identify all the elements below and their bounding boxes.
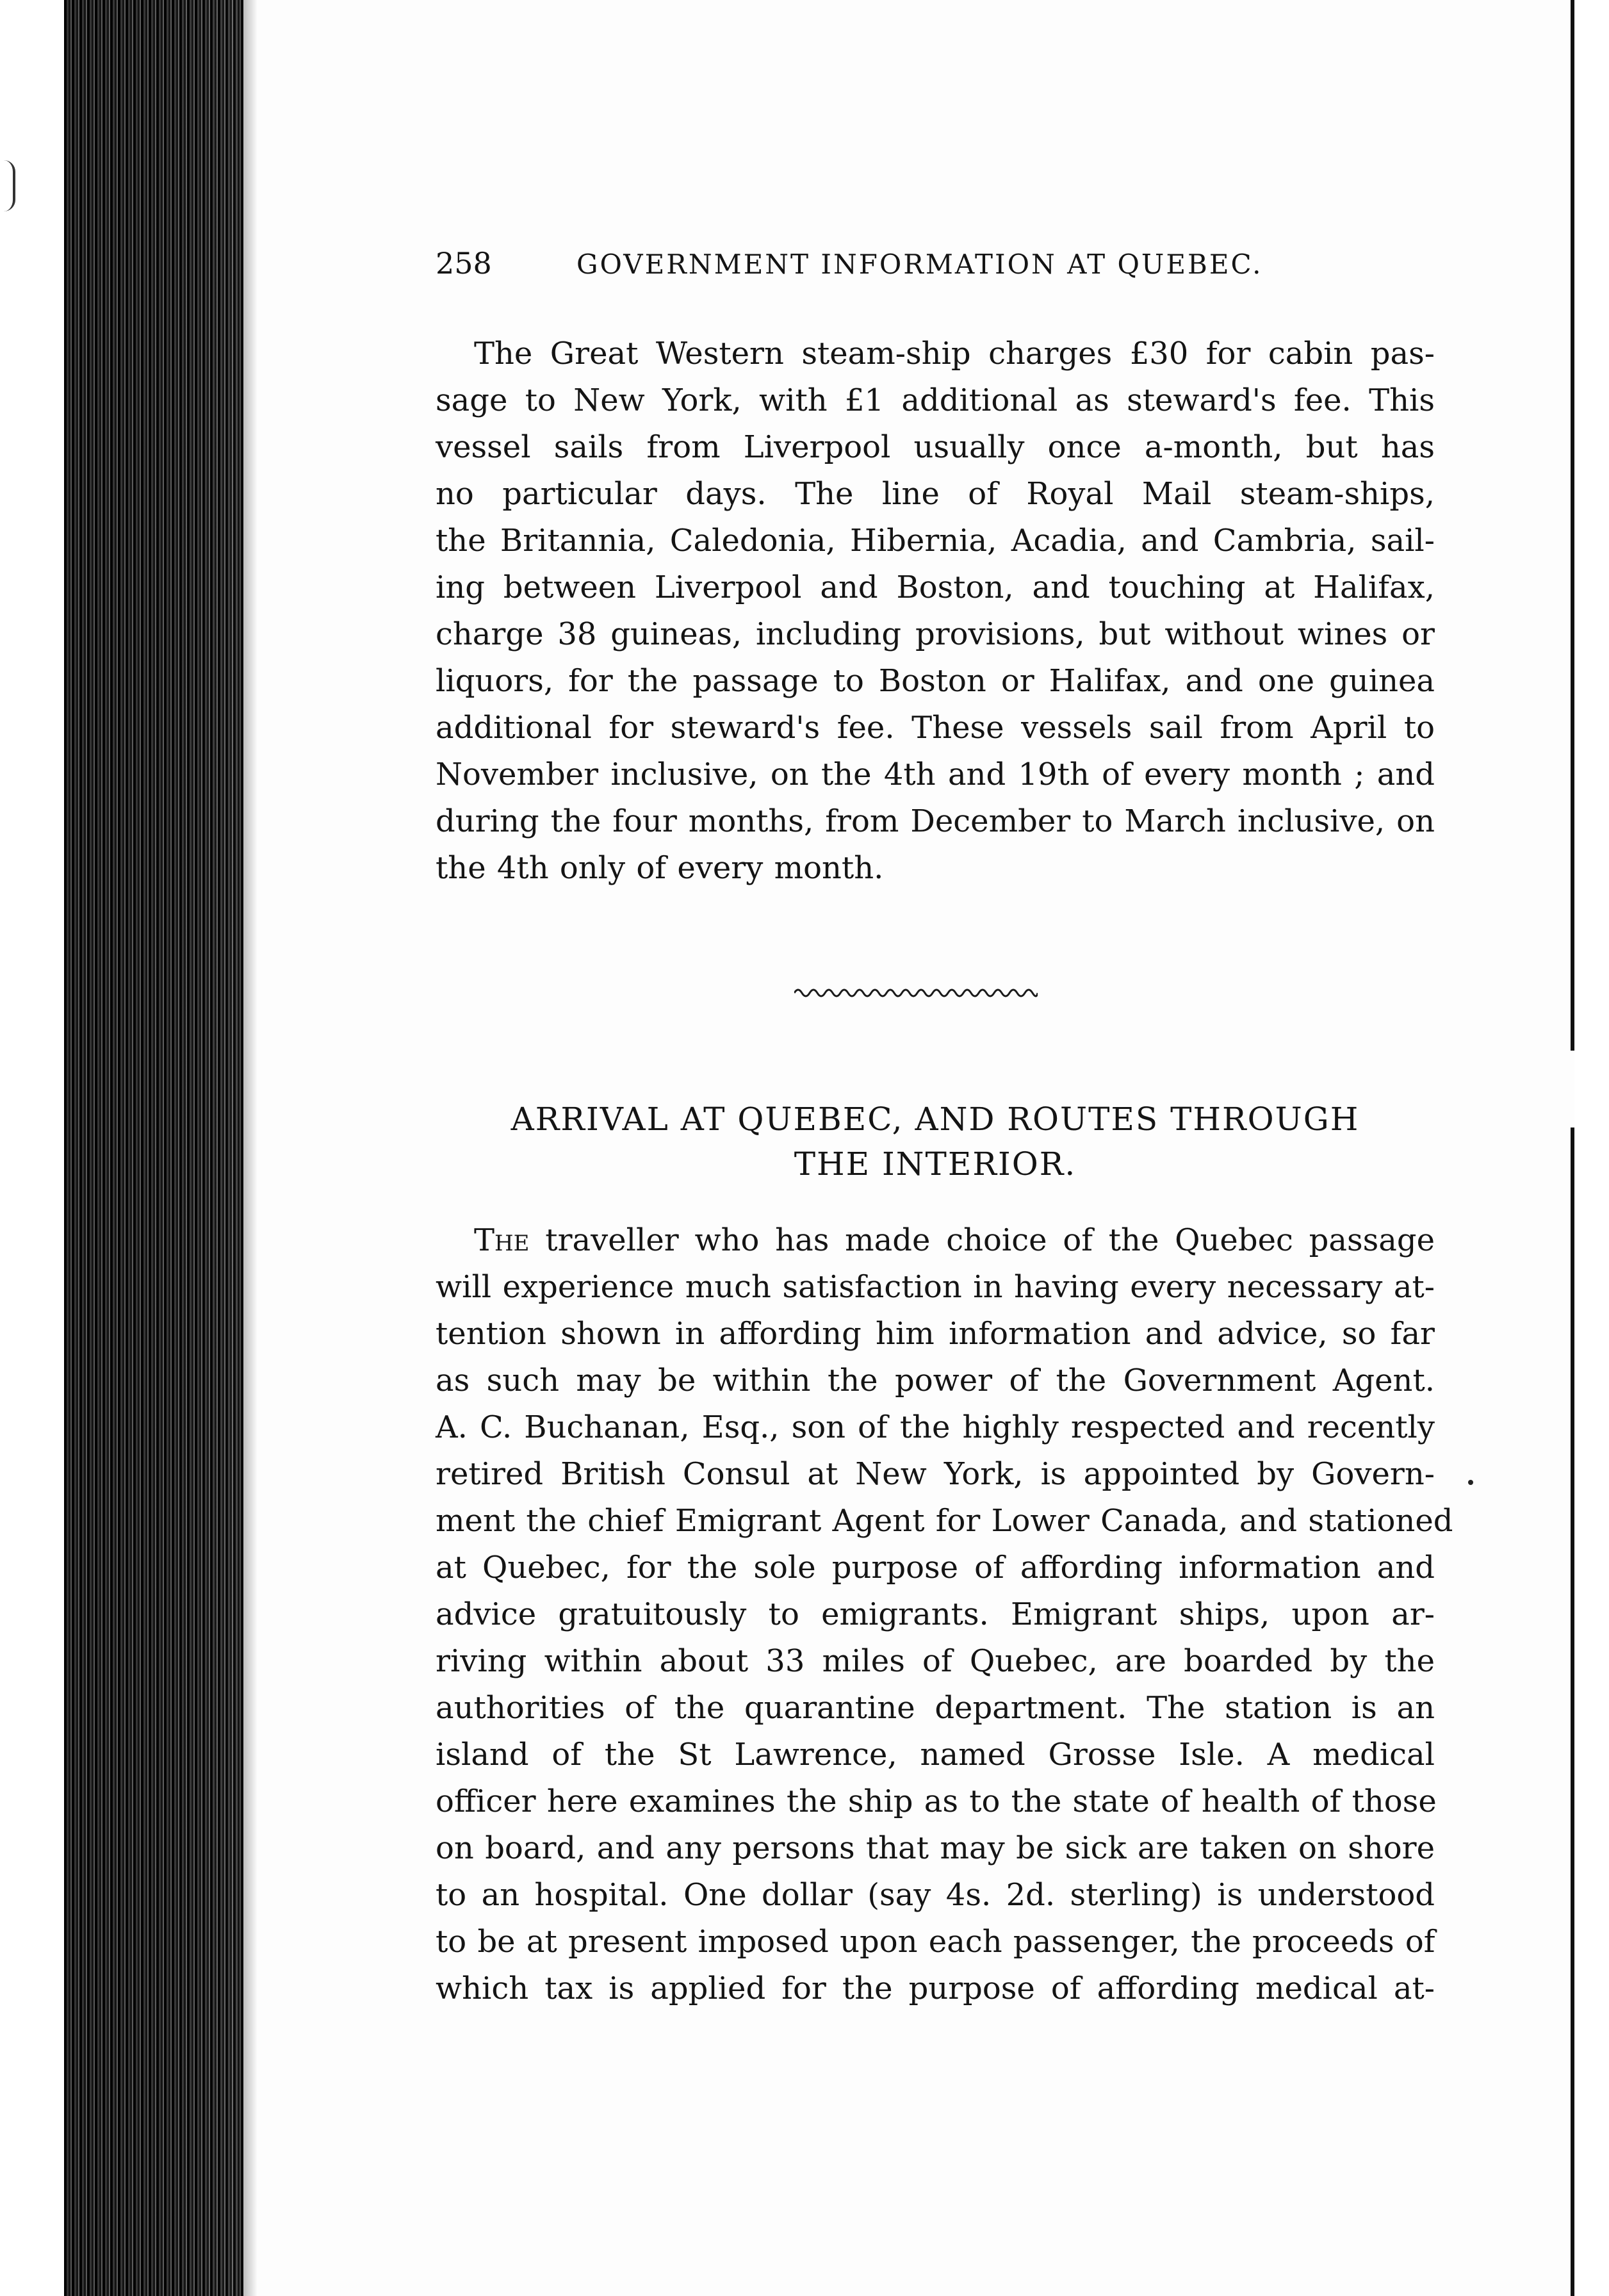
margin-speck bbox=[1468, 1480, 1473, 1485]
text-line: ment the chief Emigrant Agent for Lower Canada, and stationed bbox=[436, 1503, 1453, 1539]
book-gutter-shadow bbox=[64, 0, 243, 2296]
text-line: ing between Liverpool and Boston, and touching at Halifax, bbox=[436, 570, 1435, 605]
text-line: island of the St Lawrence, named Grosse Isle. A medical bbox=[436, 1737, 1435, 1773]
text-line: the Britannia, Caledonia, Hibernia, Acadia, and Cambria, sail- bbox=[436, 523, 1435, 559]
text-line: the 4th only of every month. bbox=[436, 850, 884, 886]
text-line: The Great Western steam-ship charges £30 for cabin pas- bbox=[474, 336, 1435, 372]
text-line: no particular days. The line of Royal Mail steam-ships, bbox=[436, 476, 1435, 512]
text-line: during the four months, from December to March inclusive, on bbox=[436, 803, 1435, 839]
text-line-first bbox=[436, 1217, 1435, 1264]
section-heading-line-2: THE INTERIOR. bbox=[794, 1145, 1077, 1183]
facing-page-mark bbox=[4, 160, 15, 211]
text-line: officer here examines the ship as to the state of health of those bbox=[436, 1784, 1437, 1819]
text-line: vessel sails from Liverpool usually once a-month, but has bbox=[436, 429, 1435, 465]
text-line: November inclusive, on the 4th and 19th of every month ; and bbox=[436, 757, 1435, 792]
text-line: tention shown in affording him information and advice, so far bbox=[436, 1316, 1435, 1352]
text-line: authorities of the quarantine department. The station is an bbox=[436, 1690, 1435, 1726]
text-line: charge 38 guineas, including provisions, but without wines or bbox=[436, 616, 1435, 652]
wavy-divider-ornament bbox=[794, 985, 1038, 1001]
gutter-fade bbox=[238, 0, 257, 2296]
running-head bbox=[436, 246, 1435, 281]
facing-page-edge bbox=[0, 0, 70, 2296]
text-line: to an hospital. One dollar (say 4s. 2d. sterling) is understood bbox=[436, 1877, 1435, 1913]
text-line: on board, and any persons that may be sick are taken on shore bbox=[436, 1830, 1435, 1866]
text-line: riving within about 33 miles of Quebec, are boarded by the bbox=[436, 1643, 1435, 1679]
text-line: additional for steward's fee. These vessels sail from April to bbox=[436, 710, 1435, 746]
section-heading bbox=[436, 1097, 1435, 1186]
first-line-rest: traveller who has made choice of the Quebec passage bbox=[529, 1222, 1435, 1258]
text-line: A. C. Buchanan, Esq., son of the highly respected and recently bbox=[436, 1409, 1435, 1445]
text-line: will experience much satisfaction in having every necessary at- bbox=[436, 1269, 1435, 1305]
right-margin bbox=[1574, 0, 1609, 2296]
page-text-block bbox=[436, 0, 1453, 2296]
text-line: retired British Consul at New York, is appointed by Govern- bbox=[436, 1456, 1435, 1492]
text-line: which tax is applied for the purpose of affording medical at- bbox=[436, 1971, 1435, 2006]
text-line: to be at present imposed upon each passenger, the proceeds of bbox=[436, 1924, 1435, 1960]
page-number: 258 bbox=[436, 246, 492, 281]
paragraph-arrival-at-quebec bbox=[436, 1217, 1453, 2012]
running-head-title: GOVERNMENT INFORMATION AT QUEBEC. bbox=[576, 249, 1263, 280]
text-line: advice gratuitously to emigrants. Emigrant ships, upon ar- bbox=[436, 1596, 1435, 1632]
paragraph-steamship-fares bbox=[436, 331, 1435, 892]
lead-word: The bbox=[474, 1222, 530, 1258]
section-heading-line-1: ARRIVAL AT QUEBEC, AND ROUTES THROUGH bbox=[510, 1101, 1360, 1138]
text-line: liquors, for the passage to Boston or Halifax, and one guinea bbox=[436, 663, 1435, 699]
text-line: at Quebec, for the sole purpose of affording information and bbox=[436, 1550, 1435, 1586]
text-line: as such may be within the power of the Government Agent. bbox=[436, 1363, 1435, 1398]
text-line: sage to New York, with £1 additional as steward's fee. This bbox=[436, 382, 1435, 418]
